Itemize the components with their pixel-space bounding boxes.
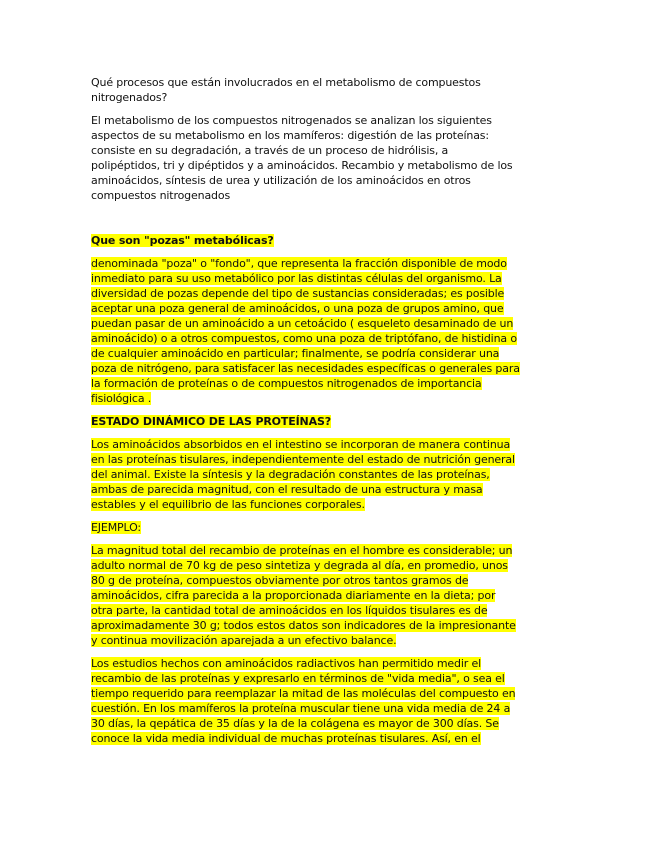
pozas-paragraph: [91, 256, 571, 406]
text-line-content: cuestión. En los mamíferos la proteína muscular tiene una vida media de 24 a: [91, 702, 511, 715]
text-line: [91, 701, 571, 716]
text-line-content: aceptar una poza general de aminoácidos, o una poza de grupos amino, que: [91, 302, 504, 315]
text-line: [91, 286, 571, 301]
text-line-content: consiste en su degradación, a través de un proceso de hidrólisis, a: [91, 144, 449, 157]
text-line: [91, 256, 571, 271]
intro-question: [91, 75, 571, 105]
text-line-content: aminoácido) o a otros compuestos, como una poza de triptófano, de histidina o: [91, 332, 517, 345]
text-line-content: Qué procesos que están involucrados en el metabolismo de compuestos: [91, 76, 481, 89]
text-line: [91, 316, 571, 331]
text-line: [91, 588, 571, 603]
text-line-content: conoce la vida media individual de muchas proteínas tisulares. Así, en el: [91, 732, 481, 745]
pozas-heading: [91, 233, 571, 248]
text-line: [91, 633, 571, 648]
text-line: [91, 573, 571, 588]
text-line: [91, 301, 571, 316]
text-line-content: aproximadamente 30 g; todos estos datos son indicadores de la impresionante: [91, 619, 516, 632]
text-line: [91, 113, 571, 128]
text-line-content: tiempo requerido para reemplazar la mitad de las moléculas del compuesto en: [91, 687, 516, 700]
text-line-content: denominada "poza" o "fondo", que representa la fracción disponible de modo: [91, 257, 507, 270]
example-paragraph: [91, 543, 571, 648]
text-line-content: 30 días, la qepática de 35 días y la de la colágena es mayor de 300 días. Se: [91, 717, 499, 730]
studies-paragraph: [91, 656, 571, 746]
example-label: [91, 520, 571, 535]
text-line-content: aminoácidos, cifra parecida a la proporcionada diariamente en la dieta; por: [91, 589, 496, 602]
text-line-content: adulto normal de 70 kg de peso sintetiza y degrada al día, en promedio, unos: [91, 559, 508, 572]
text-line-content: polipéptidos, tri y dipéptidos y a aminoácidos. Recambio y metabolismo de los: [91, 159, 513, 172]
text-line-content: El metabolismo de los compuestos nitrogenados se analizan los siguientes: [91, 114, 492, 127]
text-line: [91, 143, 571, 158]
text-line-content: otra parte, la cantidad total de aminoácidos en los líquidos tisulares es de: [91, 604, 488, 617]
text-line: [91, 671, 571, 686]
text-line-content: de cualquier aminoácido en particular; finalmente, se podría considerar una: [91, 347, 500, 360]
text-line: [91, 686, 571, 701]
estado-paragraph: [91, 437, 571, 512]
text-line: [91, 331, 571, 346]
text-line: [91, 188, 571, 203]
text-line: [91, 346, 571, 361]
text-line: [91, 603, 571, 618]
text-line: [91, 437, 571, 452]
text-line-content: y continua movilización aparejada a un efectivo balance.: [91, 634, 397, 647]
text-line-content: recambio de las proteínas y expresarlo en términos de "vida media", o sea el: [91, 672, 505, 685]
text-line-content: nitrogenados?: [91, 91, 168, 104]
text-line: [91, 361, 571, 376]
text-line: [91, 75, 571, 90]
text-line: [91, 173, 571, 188]
text-line: [91, 656, 571, 671]
text-line: [91, 731, 571, 746]
text-line-content: en las proteínas tisulares, independientemente del estado de nutrición general: [91, 453, 515, 466]
estado-heading: [91, 414, 571, 429]
text-line: [91, 482, 571, 497]
document-page: [91, 75, 571, 754]
text-line-content: la formación de proteínas o de compuestos nitrogenados de importancia: [91, 377, 482, 390]
text-line: [91, 271, 571, 286]
text-line: [91, 543, 571, 558]
heading-text: ESTADO DINÁMICO DE LAS PROTEÍNAS?: [91, 415, 331, 428]
text-line-content: diversidad de pozas depende del tipo de sustancias consideradas; es posible: [91, 287, 505, 300]
text-line: [91, 618, 571, 633]
text-line-content: puedan pasar de un aminoácido a un cetoácido ( esqueleto desaminado de un: [91, 317, 514, 330]
text-line-content: ambas de parecida magnitud, con el resultado de una estructura y masa: [91, 483, 483, 496]
text-line: [91, 558, 571, 573]
text-line-content: estables y el equilibrio de las funciones corporales.: [91, 498, 365, 511]
text-line: [91, 158, 571, 173]
text-line: [91, 497, 571, 512]
text-line: [91, 452, 571, 467]
text-line-content: aminoácidos, síntesis de urea y utilización de los aminoácidos en otros: [91, 174, 471, 187]
text-line-content: aspectos de su metabolismo en los mamíferos: digestión de las proteínas:: [91, 129, 489, 142]
text-line-content: Los estudios hechos con aminoácidos radiactivos han permitido medir el: [91, 657, 482, 670]
intro-answer: [91, 113, 571, 203]
text-line: [91, 467, 571, 482]
example-label-text: EJEMPLO:: [91, 521, 141, 534]
text-line-content: 80 g de proteína, compuestos obviamente por otros tantos gramos de: [91, 574, 469, 587]
text-line-content: compuestos nitrogenados: [91, 189, 231, 202]
text-line-content: Los aminoácidos absorbidos en el intestino se incorporan de manera continua: [91, 438, 511, 451]
heading-text: Que son "pozas" metabólicas?: [91, 234, 274, 247]
text-line-content: fisiológica .: [91, 392, 152, 405]
text-line-content: poza de nitrógeno, para satisfacer las necesidades específicas o generales para: [91, 362, 520, 375]
text-line-content: inmediato para su uso metabólico por las distintas células del organismo. La: [91, 272, 502, 285]
text-line: [91, 376, 571, 391]
text-line: [91, 128, 571, 143]
text-line-content: del animal. Existe la síntesis y la degradación constantes de las proteínas,: [91, 468, 490, 481]
text-line: [91, 716, 571, 731]
text-line-content: La magnitud total del recambio de proteínas en el hombre es considerable; un: [91, 544, 513, 557]
text-line: [91, 391, 571, 406]
text-line: [91, 90, 571, 105]
